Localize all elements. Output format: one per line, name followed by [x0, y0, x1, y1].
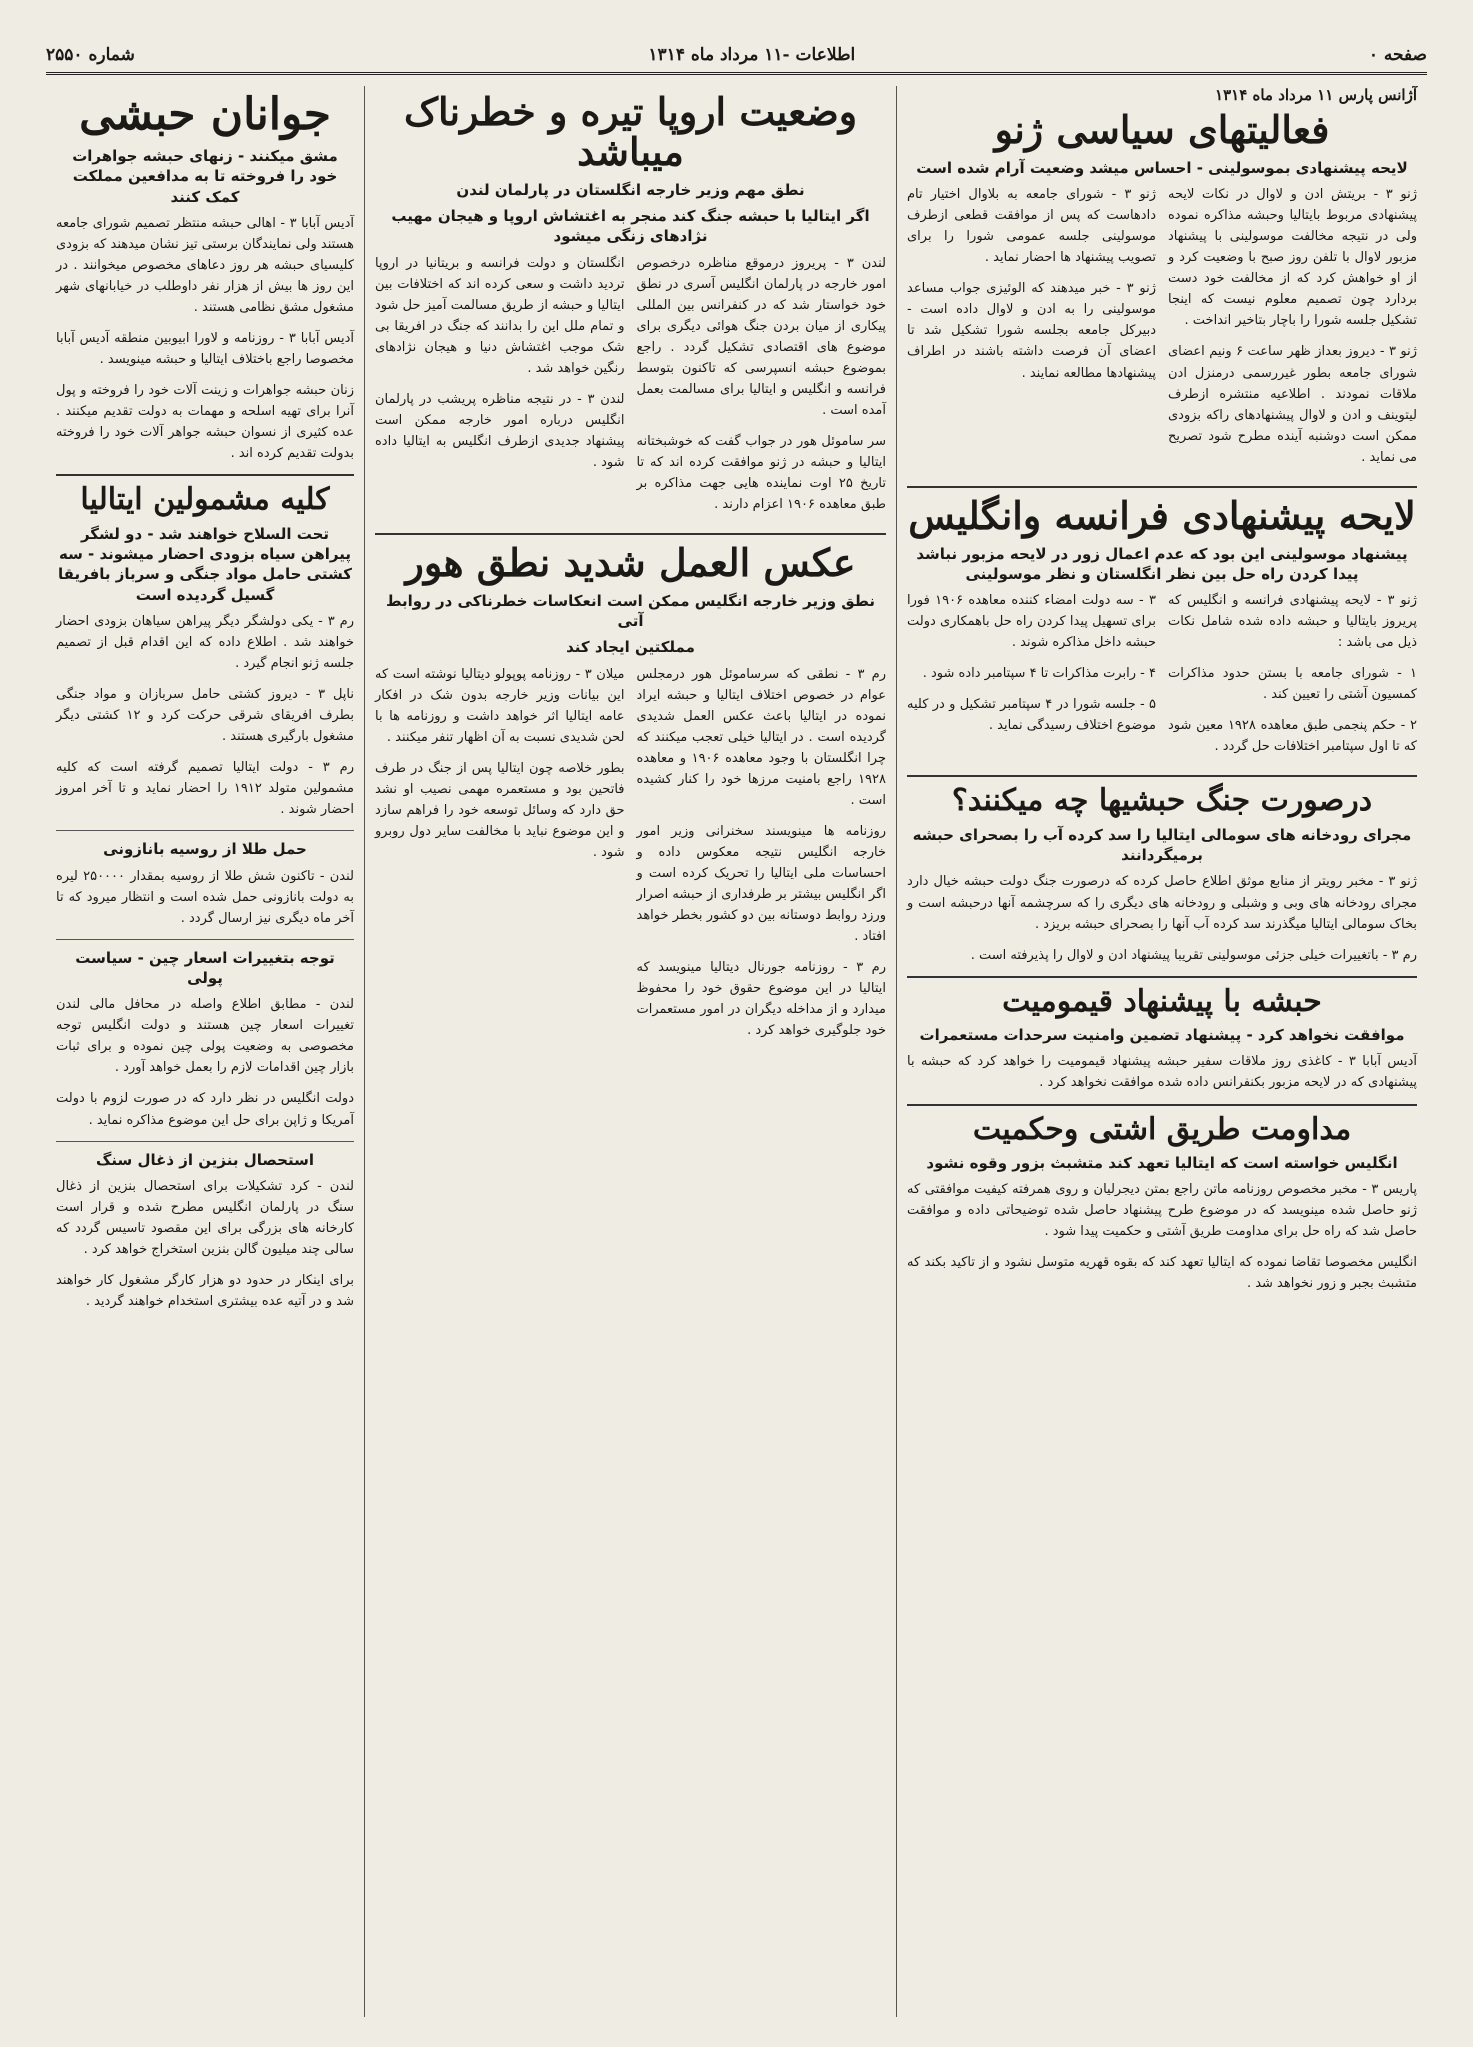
article-arbitration-subtitle: انگلیس خواسته است که ایتالیا تعهد کند متشبث بزور وقوه نشود [926, 1154, 1398, 1172]
article-proposal-p1: ژنو ۳ - لایحه پیشنهادی فرانسه و انگلیس که پریروز بایتالیا و حبشه داده شده شامل نکات ذیل می باشد : [1168, 593, 1417, 651]
issue-number: شماره ۲۵۵۰ [46, 45, 135, 65]
article-conscripts-title: کلیه مشمولین ایتالیا [80, 482, 330, 518]
column-right [896, 86, 1427, 2017]
article-europe-p3: انگلستان و دولت فرانسه و بریتانیا در اروپا تردید داشت و سعی کرده اند که اختلافات بین ایتالیا و حبشه از طریق مسالمت آمیز حل شود و تمام ملل این را بدانند که جنگ در افریقا بی شک موجب اغتشاش دنیا و هیجان نژادهای رنگین خواهد شد . [375, 255, 625, 376]
article-proposal-subtitle: پیشنهاد موسولینی این بود که عدم اعمال زور در لایحه مزبور نباشد پیدا کردن راه حل بین نظر انگلستان و نظر موسولینی [916, 544, 1408, 583]
brief-petrol-title: استحصال بنزین از ذغال سنگ [96, 1150, 314, 1169]
article-youth-p2: آدیس آبابا ۳ - روزنامه و لاورا ابیوبین منطقه آدیس آبابا مخصوصا راجع باختلاف ایتالیا و حبشه مینویسد . [56, 331, 354, 368]
column-left [46, 86, 364, 2017]
article-arbitration-title: مداومت طریق اشتی وحکمیت [972, 1111, 1352, 1147]
article-proposal-p5: ۴ - رابرت مذاکرات تا ۴ سپتامبر داده شود . [922, 666, 1156, 682]
article-mandate-title: حبشه با پیشنهاد قیمومیت [1002, 983, 1322, 1019]
masthead [46, 38, 1427, 75]
article-geneva-subtitle: لایحه پیشنهادی بموسولینی - احساس میشد وضعیت آرام شده است [916, 158, 1408, 177]
page-number: صفحه ۰ [1368, 45, 1427, 65]
article-abyssinian-war-p2: رم ۳ - باتغییرات خیلی جزئی موسولینی تقریبا پیشنهاد ادن و لاوال را پذیرفته است . [970, 947, 1417, 963]
column-center [364, 86, 896, 2017]
brief-currency-p1: لندن - مطابق اطلاع واصله در محافل مالی لندن تغییرات اسعار چین هستند و دولت انگلیس توجه مخصوصی به وضعیت پولی چین نموده و برای ثبات بازار چین اقدامات لازم را بعمل خواهد آورد . [56, 997, 354, 1076]
article-proposal-p2: ۱ - شورای جامعه با بستن حدود مذاکرات کمسیون آشتی را تعیین کند . [1168, 666, 1417, 703]
article-reaction-p1: رم ۳ - نطقی که سرساموئل هور درمجلس عوام در خصوص اختلاف ایتالیا و حبشه ایراد نموده در ایتالیا باعث عکس العمل شدیدی گردیده است . در ایتالیا خیلی تعجب میکنند که چرا انگلستان با وجود معاهده ۱۹۰۶ و معاهده ۱۹۲۸ راجع بامنیت مرزها خود را کنار کشیده است . [636, 666, 886, 809]
article-conscripts-p3: رم ۳ - دولت ایتالیا تصمیم گرفته است که کلیه مشمولین متولد ۱۹۱۲ را احضار نماید و تا آخر امروز احضار شوند . [56, 760, 354, 818]
article-conscripts-p1: رم ۳ - یکی دولشگر دیگر پیراهن سیاهان بزودی احضار خواهند شد . اطلاع داده که این اقدام قبل از تصمیم جلسه ژنو انجام گیرد . [56, 613, 354, 672]
article-geneva-p1: ژنو ۳ - بریتش ادن و لاوال در نکات لایحه پیشنهادی مربوط بایتالیا وحبشه مذاکره نموده ولی در نتیجه مخالفت موسولینی با پیشنهاد مزبور لاوال با تلفن روز صبح با وضعیت کرد و از او خواهش کرد که از مخالفت خود دست بردارد چون تصمیم معلوم نیست که اینجا تشکیل جلسه شورا را باچار بتاخیر انداخت . [1168, 187, 1417, 329]
brief-petrol-p1: لندن - کرد تشکیلات برای استحصال بنزین از ذغال سنگ در پارلمان انگلیس مطرح شده و قرار است کارخانه های بزرگی برای این مقصود تاسیس گردد که سالی چند میلیون گالن بنزین استخراج خواهد کرد . [56, 1178, 354, 1257]
article-abyssinian-war-p1: ژنو ۳ - مخبر رویتر از منابع موثق اطلاع حاصل کرده که درصورت جنگ دولت حبشه خیال دارد مجرای رودخانه های وبی و وشبلی و رودخانه های دیگری را که سرچشمه آنها درحبشه است و بخاک سومالی ایتالیا میگذرند سد کرده آب آنها را بصحرای حبشه بریزد . [907, 874, 1418, 932]
article-arbitration-p2: انگلیس مخصوصا تقاضا نموده که ایتالیا تعهد کند که بقوه قهریه متوسل نشود و از تاکید بکند که متشبث بجبر و زور نخواهد شد . [907, 1255, 1417, 1292]
article-geneva-title: فعالیتهای سیاسی ژنو [994, 107, 1330, 152]
divider [907, 775, 1417, 777]
article-conscripts-p2: ناپل ۳ - دیروز کشتی حامل سربازان و مواد جنگی بطرف افریقای شرقی حرکت کرد و ۱۲ کشتی دیگر مشغول بارگیری هستند . [56, 687, 354, 745]
article-arbitration-p1: پاریس ۳ - مخبر مخصوص روزنامه ماتن راجع بمتن دیجرلیان و روی همرفته کیفیت موافقتی که ژنو حاصل شده مینویسد که در موضوع طرح پیشنهاد حاصل شده توضیحاتی داده و موافقت حاصل شد که راه حل برای مداومت طریق آشتی و حکمیت پیدا شود . [907, 1182, 1417, 1240]
article-youth-subtitle: مشق میکنند - زنهای حبشه جواهرات خود را فروخته تا به مدافعین مملکت کمک کنند [72, 147, 338, 206]
article-proposal-title: لایحه پیشنهادی فرانسه وانگلیس [908, 492, 1416, 538]
divider [56, 474, 354, 476]
brief-currency [56, 939, 354, 1131]
article-youth-title: جوانان حبشی [79, 89, 331, 140]
article-europe-subtitle-2: اگر ایتالیا با حبشه جنگ کند منجر به اغتشاش اروپا و هیجان مهیب نژادهای زنگی میشود [391, 207, 870, 246]
article-geneva-p2: ژنو ۳ - دیروز بعداز ظهر ساعت ۶ ونیم اعضای شورای جامعه بطور غیررسمی درمنزل ادن ملاقات نمودند . اطلاعیه منتشره ازطرف لیتوینف و ادن و لاوال پیشنهادهای راکه بزودی ممکن است دوشنبه آینده مطرح شود تصریح می نماید . [1168, 344, 1417, 465]
article-reaction-p5: بطور خلاصه چون ایتالیا پس از جنگ در طرف فاتحین بود و مستعمره مهمی نصیب او نشد حق دارد که وسائل توسعه خود را فراهم سازد و این موضوع نباید با مخالفت سایر دول روبرو شود . [375, 760, 625, 861]
article-youth-p1: آدیس آبابا ۳ - اهالی حبشه منتظر تصمیم شورای جامعه هستند ولی نمایندگان برستی تیز نشان میدهند که بزودی کلیسیای حبشه هر روز دعاهای مخصوص میخوانند . در این روز ها بیش از هزار نفر داوطلب در خیابانهای شهر مشغول مشق نظامی هستند . [56, 215, 354, 316]
article-reaction-subtitle-2: مملکتین ایجاد کند [566, 638, 695, 657]
divider [907, 976, 1417, 978]
article-mandate-p1: آدیس آبابا ۳ - کاغذی روز ملاقات سفیر حبشه پیشنهاد قیمومیت را خواهد کرد که حبشه با پیشنهادی که در لایحه مزبور بکنفرانس داده شده موافقت نخواهد کرد . [907, 1054, 1417, 1091]
article-reaction-title: عکس العمل شدید نطق هور [405, 540, 856, 586]
brief-gold-p1: لندن - تاکنون شش طلا از روسیه بمقدار ۲۵۰۰۰۰ لیره به دولت بانازونی حمل شده است و انتظار میرود که تا آخر ماه دیگری نیز ارسال گردد . [56, 868, 355, 926]
brief-gold [56, 830, 354, 928]
article-geneva-p3: ژنو ۳ - شورای جامعه به بلاوال اختیار تام دادهاست که پس از موافقت قطعی ازطرف موسولینی جلسه عمومی شورا را برای تصویب پیشنهاد ها احضار نماید . [907, 187, 1156, 266]
article-reaction-p3: رم ۳ - روزنامه جورنال دیتالیا مینویسد که ایتالیا در این موضوع حقوق خود را محفوظ میدارد و از مداخله دیگران در امور مستعمرات خود جلوگیری خواهد کرد . [636, 960, 886, 1039]
article-proposal-p6: ۵ - جلسه شورا در ۴ سپتامبر تشکیل و در کلیه موضوع اختلاف رسیدگی نماید . [907, 697, 1157, 734]
dateline: آژانس پارس ۱۱ مرداد ماه ۱۳۱۴ [1215, 86, 1417, 104]
article-abyssinian-war-title: درصورت جنگ حبشیها چه میکنند؟ [951, 783, 1373, 819]
columns [46, 86, 1427, 2017]
article-conscripts-subtitle: تحت السلاح خواهند شد - دو لشگر پیراهن سیاه بزودی احضار میشوند - سه کشتی حامل مواد جنگی و سرباز بافریقا گسیل گردیده است [58, 524, 352, 604]
article-proposal-p3: ۲ - حکم پنجمی طبق معاهده ۱۹۲۸ معین شود که تا اول سپتامبر اختلافات حل گردد . [1168, 718, 1417, 755]
article-europe-p1: لندن ۳ - پریروز درموقع مناظره درخصوص امور خارجه در پارلمان انگلیس آسری در نطق خود خواستار شد که در کنفرانس بین المللی پیکاری از میان بردن جنگ هوائی دیگری برای موضوع های اقتصادی تشکیل گردد . راجع بموضوع حبشه انسپرسی که تاکنون بتوسط فرانسه و انگلیس و ایتالیا برای مسالمت بعمل آمده است . [636, 255, 886, 418]
article-europe-subtitle-1: نطق مهم وزیر خارجه انگلستان در پارلمان لندن [456, 180, 805, 199]
article-europe-title: وضعیت اروپا تیره و خطرناک میباشد [403, 89, 858, 174]
article-abyssinian-war-subtitle: مجرای رودخانه های سومالی ایتالیا را سد کرده آب را بصحرای حبشه برمیگردانند [912, 825, 1412, 865]
article-reaction-subtitle-1: نطق وزیر خارجه انگلیس ممکن است انعکاسات خطرناکی در روابط آتی [385, 591, 876, 631]
brief-petrol [56, 1141, 354, 1313]
article-reaction-p4: میلان ۳ - روزنامه پوپولو دیتالیا نوشته است که این بیانات وزیر خارجه بدون شک در افکار عامه ایتالیا اثر خواهد داشت و روزنامه ها با لحن شدیدی نسبت به آن اظهار تنفر میکنند . [375, 666, 625, 745]
article-youth-p3: زنان حبشه جواهرات و زینت آلات خود را فروخته و پول آنرا برای تهیه اسلحه و مهمات به دولت تقدیم میکنند . عده کثیری از نسوان حبشه جواهر آلات خود را فروخته بدولت تقدیم کرده اند . [56, 383, 354, 462]
divider [375, 533, 886, 535]
brief-gold-title: حمل طلا از روسیه بانازونی [103, 840, 307, 859]
brief-petrol-p2: برای اینکار در حدود دو هزار کارگر مشغول کار خواهند شد و در آتیه عده بیشتری استخدام خواهند گردید . [56, 1272, 354, 1310]
divider [907, 1104, 1417, 1106]
article-reaction-p2: روزنامه ها مینویسند سخنرانی وزیر امور خارجه انگلیس نتیجه معکوس داده و احساسات ملی ایتالیا را تحریک کرده است و اگر انگلیس بیشتر بر طرفداری از حبشه اصرار ورزد روابط دوستانه بین دو کشور بخطر خواهد افتاد . [636, 824, 886, 945]
article-proposal-p4: ۳ - سه دولت امضاء کننده معاهده ۱۹۰۶ فورا برای تسهیل پیدا کردن راه حل باهمکاری دولت حبشه داخل مذاکره شوند . [907, 593, 1156, 651]
article-europe-p4: لندن ۳ - در نتیجه مناظره پریشب در پارلمان انگلیس درباره امور خارجه ممکن است پیشنهاد جدیدی ازطرف انگلیس به ایتالیا داده شود . [375, 391, 625, 470]
article-mandate-subtitle: موافقت نخواهد کرد - پیشنهاد تضمین وامنیت سرحدات مستعمرات [919, 1026, 1405, 1045]
brief-currency-title: توجه بتغییرات اسعار چین - سیاست پولی [75, 948, 335, 988]
article-geneva-p4: ژنو ۳ - خبر میدهند که الوئیزی جواب مساعد موسولینی را به ادن و لاوال داده است - دبیرکل جامعه بجلسه شورا تشکیل شد تا اعضای آن فرصت داشته باشند در اطراف پیشنهادها مطالعه نمایند . [907, 281, 1156, 381]
divider [907, 486, 1417, 488]
article-europe-p2: سر ساموئل هور در جواب گفت که خوشبختانه ایتالیا و حبشه در ژنو موافقت کرده اند که تا تاریخ ۲۵ اوت نماینده هایی جهت مذاکره بر طبق معاهده ۱۹۰۶ اعزام دارند . [636, 433, 887, 513]
brief-currency-p2: دولت انگلیس در نظر دارد که در صورت لزوم با دولت آمریکا و ژاپن برای حل این موضوع مذاکره نماید . [56, 1091, 354, 1128]
paper-title-date: اطلاعات -۱۱ مرداد ماه ۱۳۱۴ [648, 45, 856, 65]
